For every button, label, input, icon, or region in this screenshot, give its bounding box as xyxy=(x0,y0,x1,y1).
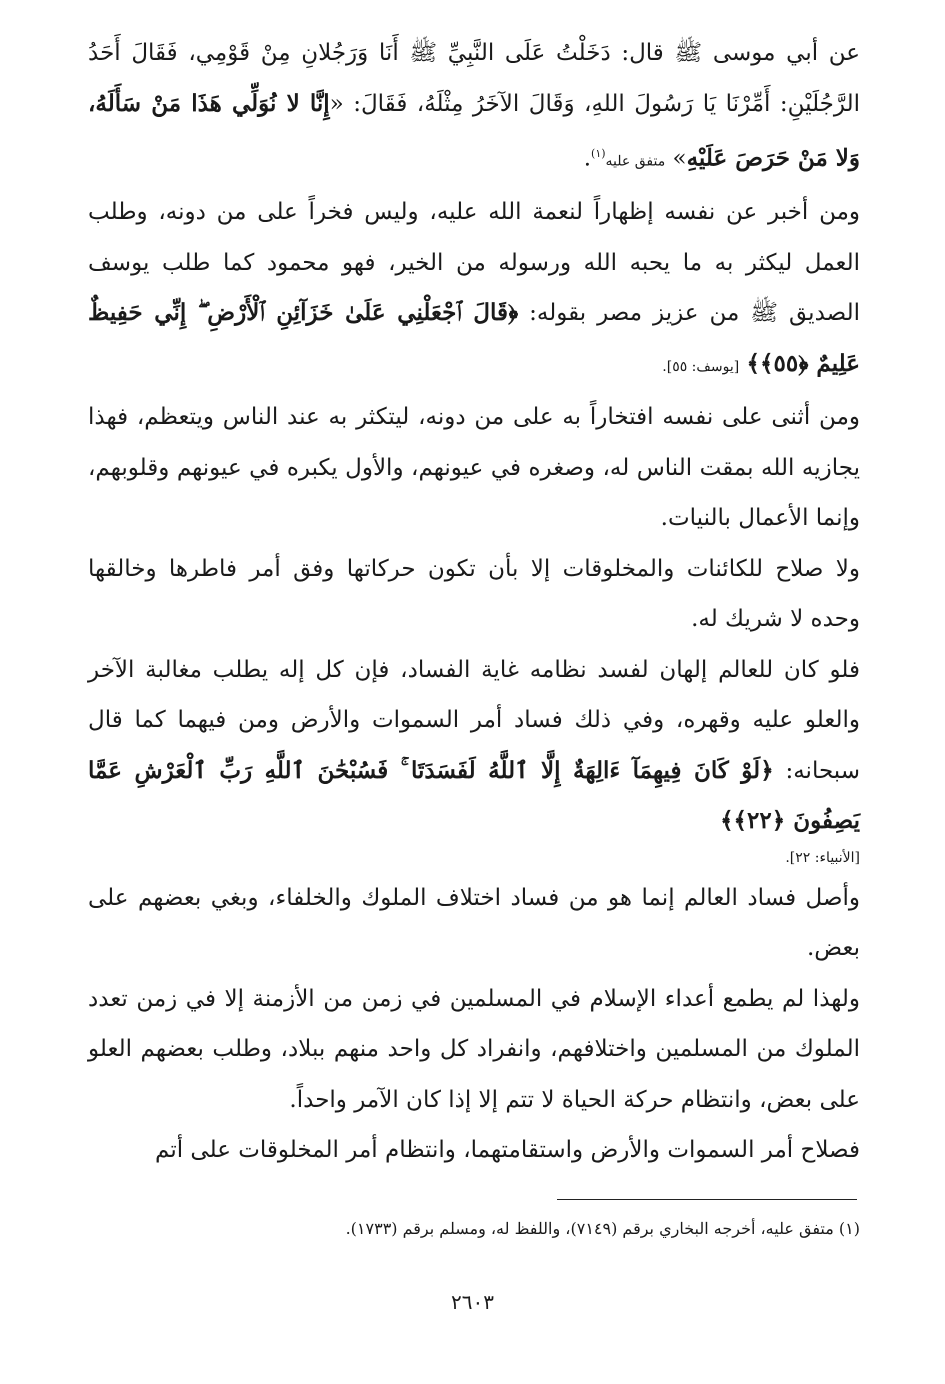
paragraph-1 xyxy=(88,28,860,187)
page-number: ٢٦٠٣ xyxy=(451,1290,494,1314)
footnote-divider xyxy=(557,1199,857,1200)
paragraph-5-text: فلو كان للعالم إلهان لفسد نظامه غاية الفساد، فإن كل إله يطلب مغالبة الآخر والعلو عليه وقهره، وفي ذلك فساد أمر السموات والأرض ومن فيهما كما قال سبحانه: xyxy=(88,656,861,784)
paragraph-6: وأصل فساد العالم إنما هو من فساد اختلاف الملوك والخلفاء، وبغي بعضهم على بعض. xyxy=(88,884,860,962)
footnote-marker: (١) xyxy=(591,147,606,160)
paragraph-5 xyxy=(88,645,860,873)
quran-verse-anbiya: ﴿لَوْ كَانَ فِيهِمَآ ءَالِهَةٌ إِلَّا ٱللَّهُ لَفَسَدَتَا ۚ فَسُبْحَٰنَ ٱللَّهِ رَبِّ ٱلْعَرْشِ عَمَّا يَصِفُونَ ﴿٢٢﴾﴾ xyxy=(88,756,860,835)
verse-reference-yusuf: [يوسف: ٥٥]. xyxy=(662,358,740,375)
paragraph-8: فصلاح أمر السموات والأرض واستقامتهما، وانتظام أمر المخلوقات على أتم xyxy=(155,1137,860,1164)
footnote: (١) متفق عليه، أخرجه البخاري برقم (٧١٤٩)، واللفظ له، ومسلم برقم (١٧٣٣). xyxy=(345,1219,860,1238)
hadith-close: » xyxy=(665,145,687,172)
quran-verse-yusuf: ﴿قَالَ ٱجْعَلْنِي عَلَىٰ خَزَآئِنِ ٱلْأَرْضِ ۖ إِنِّي حَفِيظٌ عَلِيمٌ ﴿٥٥﴾﴾ xyxy=(88,299,860,377)
paragraph-1-end: . xyxy=(583,145,592,172)
paragraph-7: ولهذا لم يطمع أعداء الإسلام في المسلمين في زمن من الأزمنة إلا في زمن تعدد الملوك من المسلمين واختلافهم، وانفراد كل واحد منهم ببلاد، وطلب بعضهم العلو على بعض، وانتظام حركة الحياة لا تتم إلا إذا كان الآمر واحداً. xyxy=(88,985,860,1113)
paragraph-4: ولا صلاح للكائنات والمخلوقات إلا بأن تكون حركاتها وفق أمر فاطرها وخالقها وحده لا شريك له. xyxy=(88,555,860,633)
paragraph-3: ومن أثنى على نفسه افتخاراً به على من دونه، ليتكثر به عند الناس ويتعظم، فهذا يجازيه الله بمقت الناس له، وصغره في عيونهم، والأول يكبره في عيونهم وقلوبهم، وإنما الأعمال بالنيات. xyxy=(88,404,860,532)
paragraph-2 xyxy=(88,187,860,392)
paragraph-2-text: ومن أخبر عن نفسه إظهاراً لنعمة الله عليه، وليس فخراً على من دونه، وطلب العمل ليكثر به ما يحبه الله ورسوله من الخير، فهو محمود كما طلب يوسف الصديق ﷺ من عزيز مصر بقوله: xyxy=(88,199,860,327)
paragraph-1-intro: عن أبي موسى ﷺ قال: دَخَلْتُ عَلَى النَّبِيِّ ﷺ أَنَا وَرَجُلانِ مِنْ قَوْمِي، فَقَالَ أَحَدُ الرَّجُلَيْنِ: أَمِّرْنَا يَا رَسُولَ اللهِ، وَقَالَ الآخَرُ مِثْلَهُ، فَقَالَ: « xyxy=(88,40,860,117)
page-body xyxy=(88,28,860,1176)
verse-reference-anbiya: [الأنبياء: ٢٢]. xyxy=(785,849,860,866)
hadith-text: إِنَّا لا نُوَلِّي هَذَا مَنْ سَأَلَهُ، وَلا مَنْ حَرَصَ عَلَيْهِ xyxy=(88,89,860,172)
agreed-upon-label: متفق عليه xyxy=(605,153,666,170)
